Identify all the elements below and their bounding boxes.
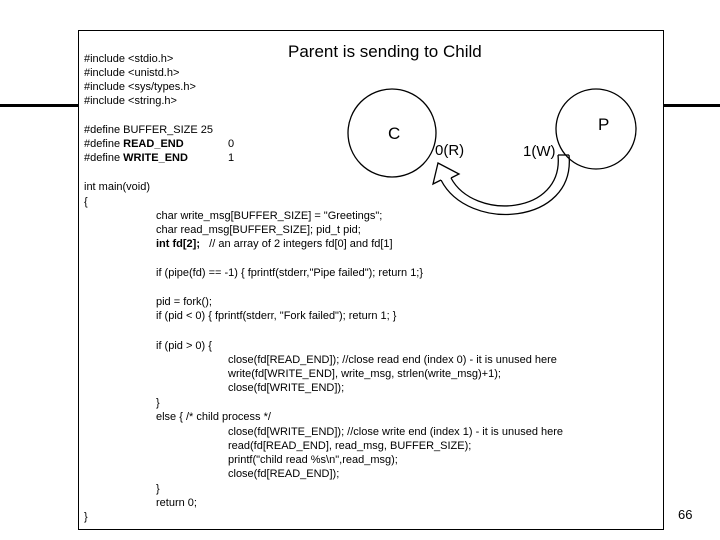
define-name: WRITE_END: [123, 152, 188, 164]
page-number: 66: [678, 507, 693, 522]
define-value: 0: [228, 138, 235, 150]
include-line: #include <unistd.h>: [84, 67, 180, 79]
define-keyword: #define: [84, 152, 124, 164]
define-keyword: #define: [84, 138, 124, 150]
parent-label: P: [598, 115, 610, 134]
define-keyword: #define: [84, 124, 124, 136]
code-line: write(fd[WRITE_END], write_msg, strlen(write_msg)+1);: [228, 368, 501, 380]
final-brace: }: [84, 511, 88, 523]
read-end-label: 0(R): [435, 142, 465, 159]
code-line: close(fd[READ_END]);: [228, 468, 340, 480]
code-line: read(fd[READ_END], read_msg, BUFFER_SIZE);: [228, 440, 472, 452]
define-value: 1: [228, 152, 235, 164]
child-process-node: [348, 89, 436, 177]
define-name: READ_END: [123, 138, 184, 150]
define-line: [84, 151, 188, 165]
code-line: char write_msg[BUFFER_SIZE] = "Greetings";: [156, 210, 383, 222]
write-end-label: 1(W): [523, 143, 556, 160]
child-label: C: [388, 124, 401, 143]
code-line: char read_msg[BUFFER_SIZE]; pid_t pid;: [156, 224, 361, 236]
code-line: printf("child read %s\n",read_msg);: [228, 454, 398, 466]
code-line: pid = fork();: [156, 296, 212, 308]
define-line: [84, 137, 184, 151]
code-line: close(fd[WRITE_END]); //close write end (index 1) - it is unused here: [228, 426, 564, 438]
include-line: #include <stdio.h>: [84, 53, 174, 65]
slide-title: Parent is sending to Child: [288, 42, 482, 61]
include-line: #include <sys/types.h>: [84, 81, 196, 93]
code-line: if (pid > 0) {: [156, 340, 212, 352]
fd-comment: // an array of 2 integers fd[0] and fd[1]: [209, 238, 393, 250]
left-decor-bar: [0, 104, 80, 107]
right-decor-bar: [662, 104, 720, 107]
define-line: [84, 123, 213, 137]
code-line: close(fd[WRITE_END]);: [228, 382, 345, 394]
code-line: return 0;: [156, 497, 197, 509]
open-brace: {: [84, 196, 88, 208]
code-line: [156, 237, 393, 251]
define-name: BUFFER_SIZE 25: [123, 124, 214, 136]
close-brace: }: [156, 397, 160, 409]
pipe-arrow: [433, 155, 569, 214]
code-line: if (pipe(fd) == -1) { fprintf(stderr,"Pipe failed"); return 1;}: [156, 267, 424, 279]
code-line: if (pid < 0) { fprintf(stderr, "Fork failed"); return 1; }: [156, 310, 397, 322]
include-line: #include <string.h>: [84, 95, 177, 107]
pipe-diagram: [340, 85, 640, 235]
fd-declaration: int fd[2];: [156, 238, 200, 250]
code-line: else { /* child process */: [156, 411, 271, 423]
close-brace: }: [156, 483, 160, 495]
main-signature: int main(void): [84, 181, 151, 193]
parent-process-node: [556, 89, 636, 169]
code-line: close(fd[READ_END]); //close read end (index 0) - it is unused here: [228, 354, 557, 366]
